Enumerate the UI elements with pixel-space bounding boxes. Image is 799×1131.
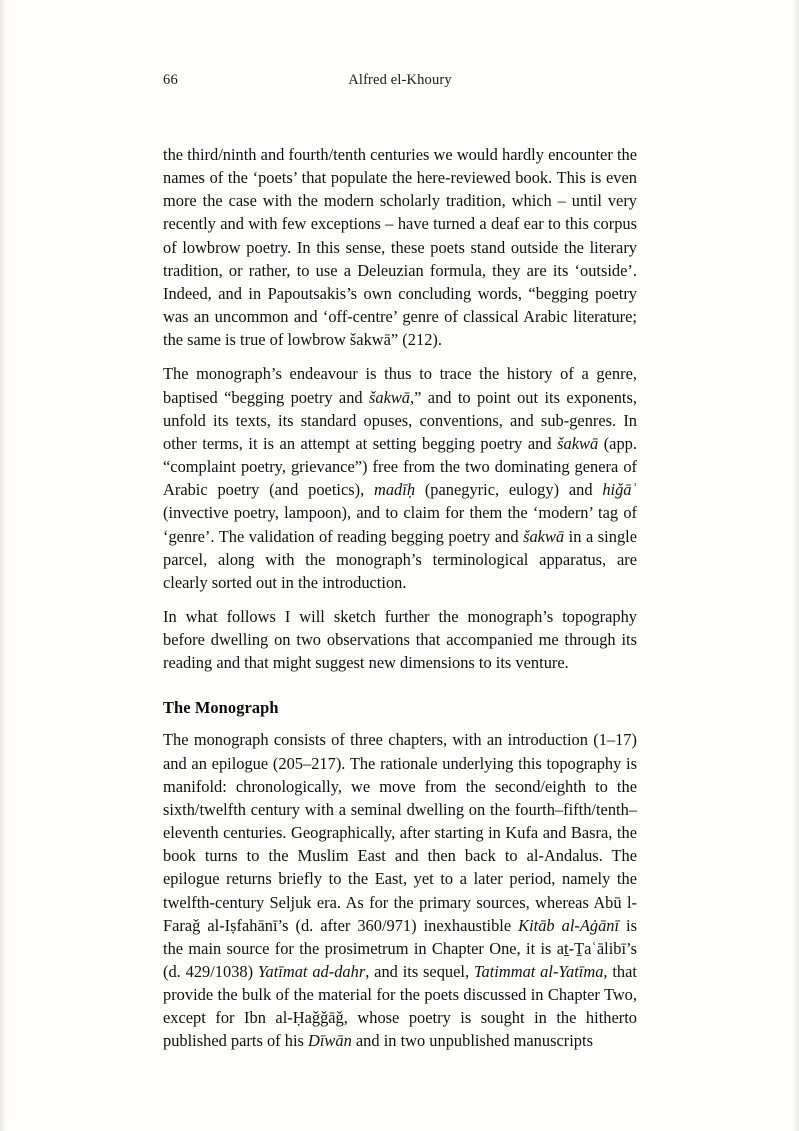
text-run: ,” and to point out its exponents, unfold its texts, its standard opuses, conventions, and sub-genres. In other terms, it is an attempt at setting begging poetry and	[163, 387, 637, 453]
text-block	[163, 143, 637, 1053]
text-run: (invective poetry, lampoon), and to claim for them the ‘modern’ tag of ‘genre’. The validation of reading begging poetry and	[163, 503, 637, 546]
term-sakwa: šakwā	[557, 433, 599, 453]
term-sakwa: šakwā	[368, 387, 411, 407]
paragraph-genre-definition	[163, 362, 637, 594]
text-run: The monograph’s endeavour is thus to trace the history of a genre, baptised “begging poetry and	[163, 364, 637, 407]
text-run: The monograph consists of three chapters, with an introduction (1–17) and an epilogue (205–217). The rationale underlying this topography is manifold: chronologically, we move from the second/eighth to the sixth/twelfth century with a seminal dwelling on the fourth–fifth/tenth–eleventh centuries. Geographically, after starting in Kufa and Basra, the book turns to the Muslim East and then back to al-Andalus. The epilogue returns briefly to the East, yet to a later period, namely the twelfth-century Seljuk era. As for the primary sources, whereas Abū l-Faraǧ al-Iṣfahānī’s (d. after 360/971) inexhaustible	[163, 730, 637, 935]
text-run: (app. “complaint poetry, grievance”) free from the two dominating genera of Arabic poetry (and poetics),	[163, 433, 637, 500]
title-tatimmat-al-yatima: Tatimmat al-Yatīma	[473, 962, 604, 981]
section-heading-the-monograph: The Monograph	[163, 698, 279, 718]
page-edge-shadow-left	[0, 0, 6, 1131]
term-higa: hiǧāʾ	[602, 480, 637, 500]
title-yatimat-ad-dahr: Yatīmat ad-dahr	[257, 962, 366, 981]
paragraph-outline: In what follows I will sketch further the monograph’s topography before dwelling on two observations that accompanied me through its reading and that might suggest new dimensions to its venture.	[163, 606, 637, 673]
text-run: and in two unpublished manuscripts	[351, 1031, 593, 1051]
running-head	[163, 70, 637, 90]
text-run: in a single parcel, along with the monograph’s terminological apparatus, are clearly sorted out in the introduction.	[163, 526, 637, 592]
title-diwan: Dīwān	[308, 1031, 352, 1051]
text-run: (panegyric, eulogy) and	[415, 480, 603, 500]
text-run: , and its sequel,	[365, 962, 474, 981]
page-number: 66	[163, 72, 178, 88]
paragraph-monograph-structure	[163, 728, 637, 1052]
term-madih: madīḥ	[374, 480, 416, 500]
title-kitab-al-agani: Kitāb al-Aġānī	[518, 915, 620, 935]
term-sakwa: šakwā	[523, 526, 565, 546]
paragraph-continued: the third/ninth and fourth/tenth centuries we would hardly encounter the names of the ‘poets’ that populate the here-reviewed book. This is even more the case with the modern scholarly tradition, which – until very recently and with few exceptions – have turned a deaf ear to this corpus of lowbrow poetry. In this sense, these poets stand outside the literary tradition, or rather, to use a Deleuzian formula, they are its ‘outside’. Indeed, and in Papoutsakis’s own concluding words, “begging poetry was an uncommon and ‘off-centre’ genre of classical Arabic literature; the same is true of lowbrow šakwā” (212).	[163, 145, 637, 350]
running-title: Alfred el-Khoury	[348, 72, 452, 88]
text-run: is the main source for the prosimetrum in Chapter One, it is aṯ-Ṯaʿālibī’s (d. 429/1038)	[163, 915, 638, 981]
page-edge-shadow-right	[793, 0, 799, 1131]
text-run: , that provide the bulk of the material for the poets discussed in Chapter Two, except for Ibn al-Ḥaǧǧāǧ, whose poetry is sought in the hitherto published parts of his	[163, 962, 637, 1051]
